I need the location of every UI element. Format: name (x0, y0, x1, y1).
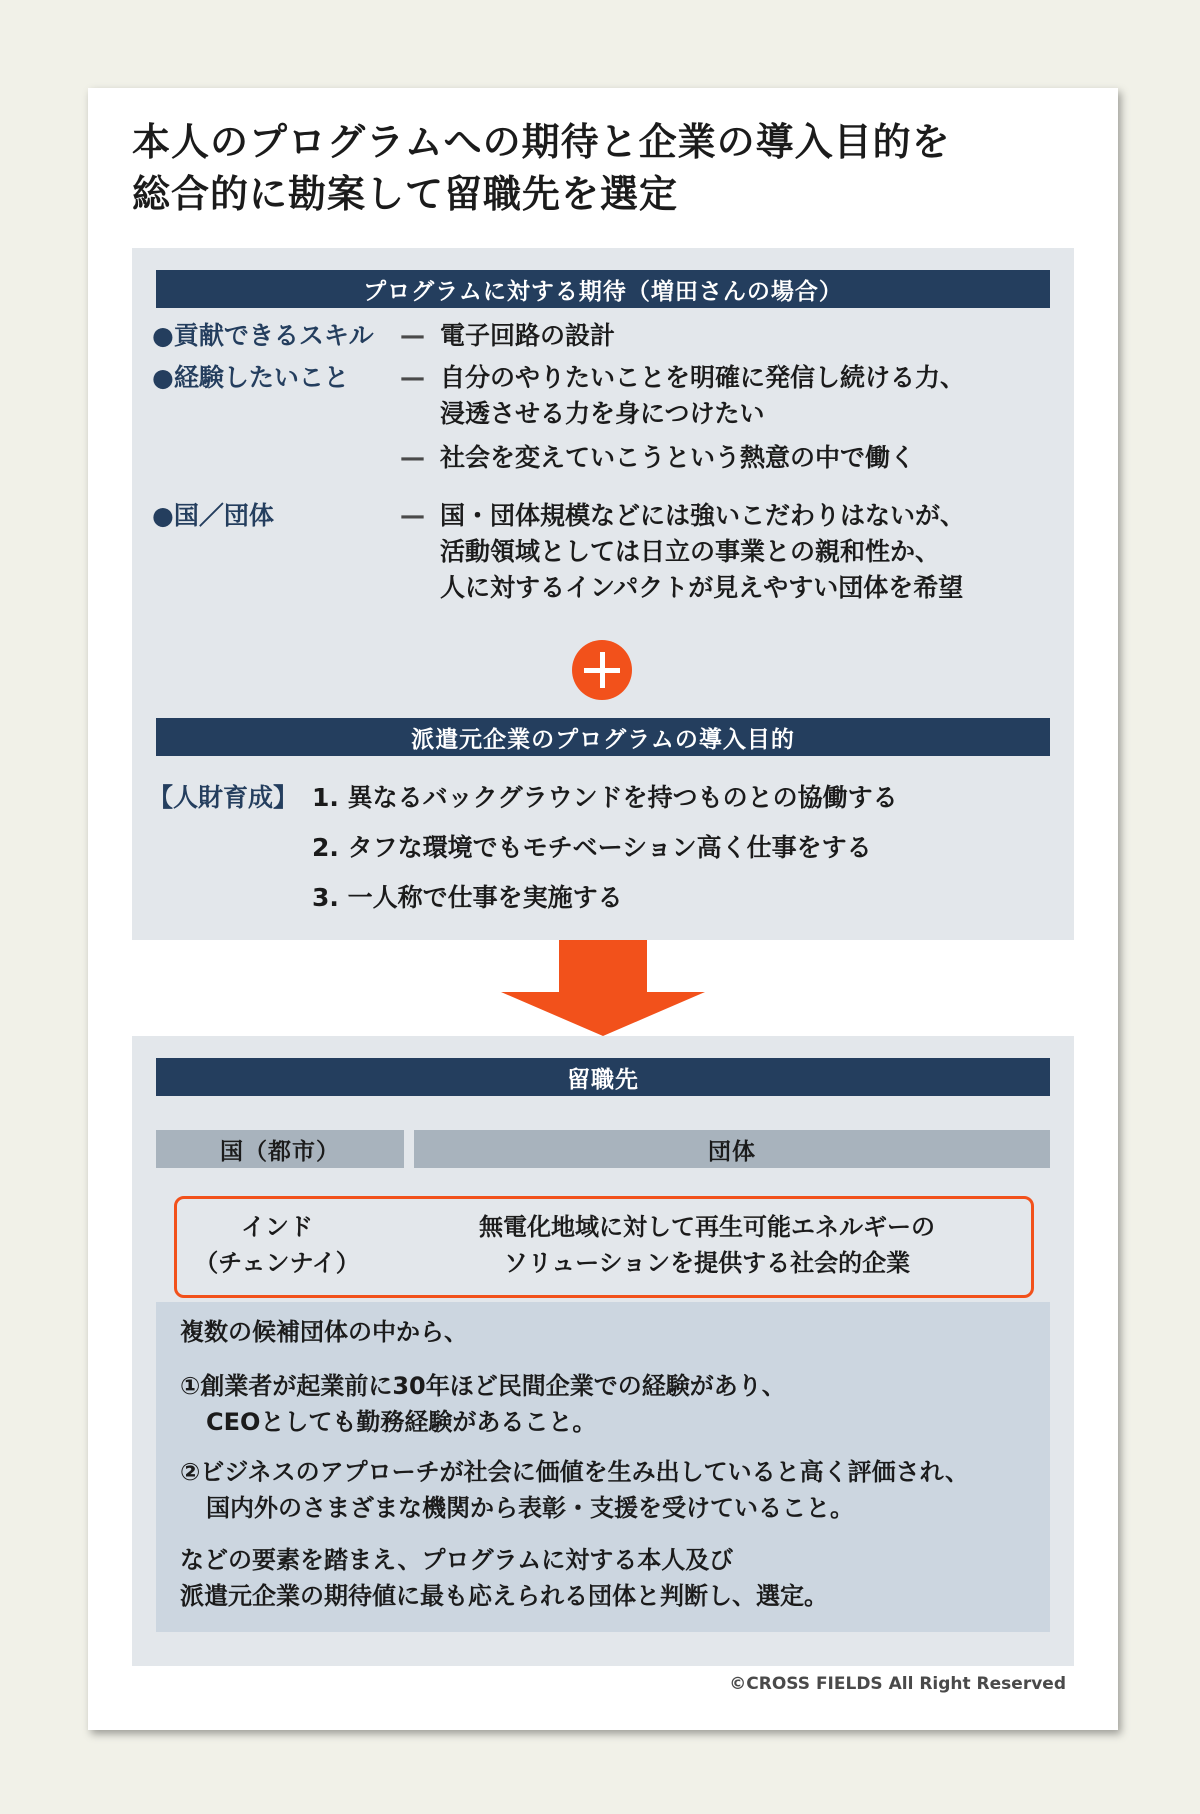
company-goal-label: 【人財育成】 (148, 783, 299, 812)
skill-dash: — (400, 321, 425, 350)
plus-icon (572, 640, 632, 700)
reason-point-2-line-2: 国内外のさまざまな機関から表彰・支援を受けていること。 (206, 1494, 854, 1522)
experience-1-line-1: 自分のやりたいことを明確に発信し続ける力、 (440, 363, 966, 392)
expectations-panel (132, 248, 1074, 940)
company-header: 派遣元企業のプログラムの導入目的 (156, 718, 1050, 756)
country-line-2: 活動領域としては日立の事業との親和性か、 (440, 537, 941, 566)
country-label: ●国／団体 (152, 501, 274, 530)
destination-panel (132, 1036, 1074, 1666)
reason-conclusion-line-1: などの要素を踏まえ、プログラムに対する本人及び (180, 1546, 734, 1574)
company-goal: 3. 一人称で仕事を実施する (312, 883, 623, 912)
destination-country-line-2: （チェンナイ） (194, 1249, 360, 1277)
title-line-2: 総合的に勘案して留職先を選定 (132, 172, 679, 216)
title-line-1: 本人のプログラムへの期待と企業の導入目的を (132, 120, 951, 164)
copyright-text: ©CROSS FIELDS All Right Reserved (729, 1674, 1066, 1694)
experience-2: 社会を変えていこうという熱意の中で働く (440, 443, 916, 472)
reason-intro: 複数の候補団体の中から、 (180, 1318, 468, 1346)
reason-point-2-line-1: ②ビジネスのアプローチが社会に価値を生み出していると高く評価され、 (180, 1458, 970, 1486)
reason-point-1-line-1: ①創業者が起業前に30年ほど民間企業での経験があり、 (180, 1372, 786, 1400)
skill-text: 電子回路の設計 (440, 321, 616, 350)
page-title (132, 116, 1082, 220)
reason-conclusion-line-2: 派遣元企業の期待値に最も応えられる団体と判断し、選定。 (180, 1582, 828, 1610)
destination-organization (387, 1209, 1027, 1281)
company-goal: 2. タフな環境でもモチベーション高く仕事をする (312, 833, 872, 862)
experience-dash-2: — (400, 443, 425, 472)
destination-country-line-1: インド (241, 1213, 313, 1241)
country-line-3: 人に対するインパクトが見えやすい団体を希望 (440, 573, 964, 602)
destination-header: 留職先 (156, 1058, 1050, 1096)
company-goal: 1. 異なるバックグラウンドを持つものとの協働する (312, 783, 898, 812)
reason-point-1-line-2: CEOとしても勤務経験があること。 (206, 1408, 597, 1436)
experience-dash-1: — (400, 363, 425, 392)
selection-reason-box (156, 1302, 1050, 1632)
destination-country (177, 1209, 377, 1281)
column-header-organization: 団体 (414, 1130, 1050, 1168)
destination-org-line-1: 無電化地域に対して再生可能エネルギーの (479, 1213, 935, 1241)
skill-label: ●貢献できるスキル (152, 321, 374, 350)
infographic-card (88, 88, 1118, 1730)
destination-row (174, 1196, 1034, 1298)
column-header-country: 国（都市） (156, 1130, 404, 1168)
down-arrow-icon (493, 940, 713, 1036)
destination-org-line-2: ソリューションを提供する社会的企業 (503, 1249, 911, 1277)
experience-label: ●経験したいこと (152, 363, 349, 392)
experience-1-line-2: 浸透させる力を身につけたい (440, 399, 765, 428)
expectations-header: プログラムに対する期待（増田さんの場合） (156, 270, 1050, 308)
country-line-1: 国・団体規模などには強いこだわりはないが、 (440, 501, 966, 530)
country-dash: — (400, 501, 425, 530)
